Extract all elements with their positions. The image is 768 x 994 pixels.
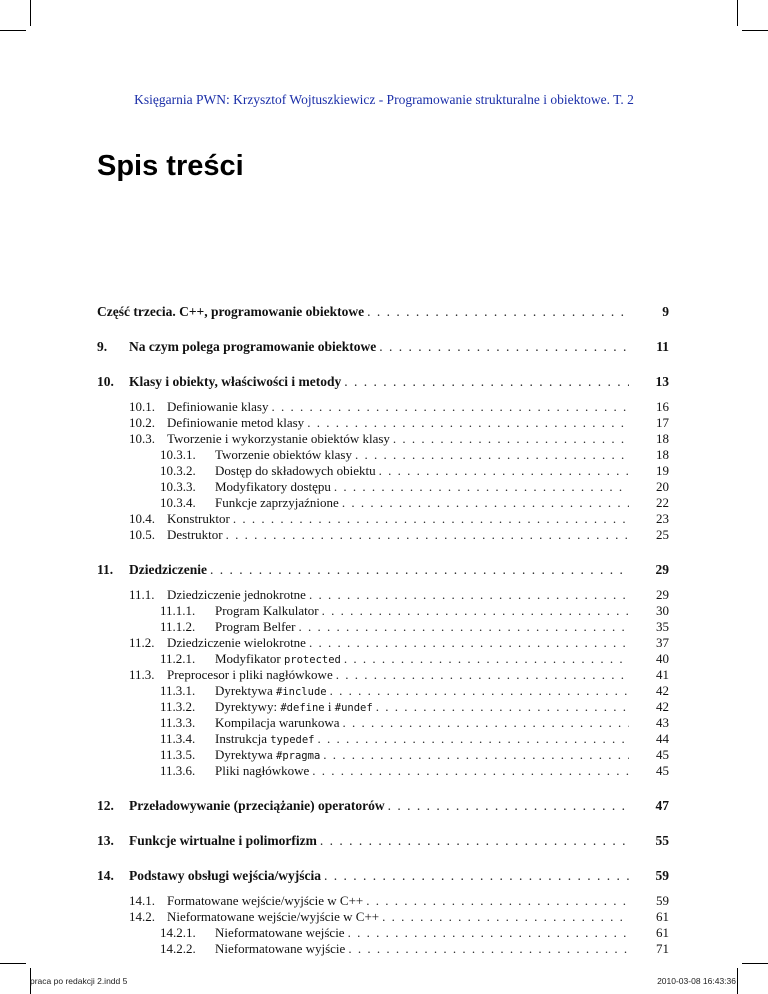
toc-entry-page: 18 [656,431,669,446]
toc-entry-label [97,833,320,849]
toc-entry-title: Nieformatowane wyjście [215,941,346,956]
toc-entry-number: 11.3. [129,667,155,682]
toc-entry-number: 11.1.2. [160,619,196,634]
toc-leader-dots [336,667,629,683]
page-title: Spis treści [97,150,244,182]
toc-entry-title: Dyrektywy: [215,699,281,714]
toc-entry-number: 10.2. [129,415,155,430]
toc-entry-page: 16 [656,399,669,414]
toc-entry-label [129,909,382,925]
toc-entry [97,304,669,320]
toc-entry-title: Definiowanie metod klasy [167,415,305,430]
toc-entry [97,527,669,543]
toc-entry-label [129,635,309,651]
toc-leader-dots [271,399,629,415]
toc-entry-label [129,415,307,431]
running-header: Księgarnia PWN: Krzysztof Wojtuszkiewicz - Programowanie strukturalne i obiektowe. T. 2 [134,92,634,107]
toc-entry-code: #pragma [276,750,321,762]
toc-leader-dots [343,715,629,731]
toc-entry [97,763,669,779]
toc-entry-number: 14.2. [129,909,155,924]
toc-entry-label [160,463,379,479]
toc-entry-number: 9. [97,339,108,354]
toc-leader-dots [366,893,629,909]
crop-mark [0,963,26,964]
toc-entry [97,479,669,495]
toc-entry-page: 47 [655,798,669,813]
toc-entry-label [97,374,344,390]
toc-leader-dots [322,603,629,619]
toc-entry [97,925,669,941]
toc-entry [97,909,669,925]
table-of-contents [97,304,669,957]
toc-entry [97,463,669,479]
toc-entry-number: 10.3.4. [160,495,196,510]
toc-entry-number: 11.3.6. [160,763,196,778]
toc-entry [97,562,669,578]
toc-entry-title: Modyfikatory dostępu [215,479,331,494]
toc-entry-page: 22 [656,495,669,510]
toc-entry-number: 10. [97,374,114,389]
toc-entry-page: 25 [656,527,669,542]
toc-entry-label [129,667,336,683]
toc-entry-label [129,893,366,909]
toc-entry-page: 20 [656,479,669,494]
toc-entry [97,683,669,699]
toc-leader-dots [324,868,629,884]
toc-leader-dots [307,415,629,431]
toc-entry [97,339,669,355]
toc-entry-label [97,304,367,320]
toc-leader-dots [376,699,629,715]
toc-entry-label [160,699,376,716]
toc-entry-number: 11.3.2. [160,699,196,714]
toc-entry [97,747,669,763]
toc-leader-dots [344,651,629,667]
toc-leader-dots [309,587,629,603]
toc-entry [97,431,669,447]
toc-entry-title-part: i [324,699,335,714]
toc-entry-code: #include [276,686,327,698]
toc-leader-dots [320,833,629,849]
toc-entry-label [97,868,324,884]
toc-entry-label [160,447,355,463]
toc-entry-code: #define [280,702,325,714]
crop-mark [30,0,31,26]
toc-entry-title: Program Belfer [215,619,296,634]
toc-leader-dots [388,798,629,814]
toc-entry-number: 10.3.3. [160,479,196,494]
toc-leader-dots [299,619,629,635]
toc-entry-page: 41 [656,667,669,682]
toc-entry-title: Pliki nagłówkowe [215,763,310,778]
crop-mark [737,0,738,26]
toc-entry-title: Kompilacja warunkowa [215,715,340,730]
toc-entry-number: 14.1. [129,893,155,908]
toc-leader-dots [309,635,629,651]
toc-entry-title: Dostęp do składowych obiektu [215,463,376,478]
toc-entry-page: 45 [656,763,669,778]
toc-leader-dots [348,941,629,957]
toc-entry-number: 11.2.1. [160,651,196,666]
toc-entry-page: 43 [656,715,669,730]
toc-entry-number: 10.3.2. [160,463,196,478]
toc-entry-page: 40 [656,651,669,666]
toc-entry-page: 44 [656,731,669,746]
toc-entry-label [160,941,348,957]
footer-file-info: praca po redakcji 2.indd 5 [30,976,128,986]
toc-entry-title: Część trzecia. C++, programowanie obiektowe [97,304,365,319]
toc-leader-dots [233,511,629,527]
toc-entry-label [160,495,342,511]
toc-entry-title: Dziedziczenie [129,562,207,577]
toc-entry [97,868,669,884]
toc-leader-dots [210,562,629,578]
toc-entry-page: 45 [656,747,669,762]
toc-entry [97,415,669,431]
toc-entry-title: Klasy i obiekty, właściwości i metody [129,374,342,389]
toc-entry-page: 30 [656,603,669,618]
toc-entry [97,893,669,909]
toc-entry-page: 37 [656,635,669,650]
toc-leader-dots [312,763,629,779]
toc-entry [97,941,669,957]
toc-entry-title: Przeładowywanie (przeciążanie) operatorów [129,798,385,813]
toc-entry-page: 59 [656,893,669,908]
toc-entry [97,731,669,747]
toc-entry-number: 10.4. [129,511,155,526]
toc-entry-page: 11 [656,339,669,354]
toc-entry-number: 11.3.5. [160,747,196,762]
toc-entry-page: 18 [656,447,669,462]
toc-entry-page: 42 [656,699,669,714]
crop-mark [737,968,738,994]
toc-entry-number: 11.3.3. [160,715,196,730]
toc-leader-dots [342,495,629,511]
toc-entry-page: 19 [656,463,669,478]
toc-entry [97,651,669,667]
toc-entry-title: Dyrektywa [215,747,277,762]
toc-entry-code: typedef [270,734,315,746]
toc-leader-dots [344,374,629,390]
toc-entry [97,603,669,619]
toc-entry-page: 29 [655,562,669,577]
toc-entry-label [97,339,379,355]
toc-entry [97,635,669,651]
toc-entry-page: 29 [656,587,669,602]
toc-entry-page: 17 [656,415,669,430]
toc-entry [97,374,669,390]
toc-entry-label [160,619,299,635]
toc-entry-number: 11.3.1. [160,683,196,698]
toc-entry [97,699,669,715]
toc-entry [97,833,669,849]
toc-entry-number: 11.1.1. [160,603,196,618]
toc-entry-number: 10.5. [129,527,155,542]
toc-entry-title: Dziedziczenie wielokrotne [167,635,306,650]
toc-entry-number: 11.3.4. [160,731,196,746]
toc-entry-number: 12. [97,798,114,813]
toc-entry-number: 14.2.2. [160,941,196,956]
toc-entry-number: 13. [97,833,114,848]
toc-entry-title: Dyrektywa [215,683,277,698]
toc-entry-page: 71 [656,941,669,956]
toc-entry-number: 10.1. [129,399,155,414]
toc-entry-title: Funkcje zaprzyjaźnione [215,495,339,510]
toc-entry-page: 23 [656,511,669,526]
toc-entry-label [160,683,330,700]
toc-entry-label [129,399,271,415]
toc-entry-label [160,715,343,731]
toc-entry [97,667,669,683]
toc-leader-dots [382,909,629,925]
toc-entry-page: 61 [656,909,669,924]
toc-entry-number: 14. [97,868,114,883]
toc-entry-code: #undef [334,702,373,714]
toc-entry-page: 42 [656,683,669,698]
toc-leader-dots [334,479,629,495]
toc-entry [97,495,669,511]
toc-entry-label [160,925,348,941]
toc-entry-title: Destruktor [167,527,223,542]
toc-leader-dots [348,925,629,941]
toc-leader-dots [330,683,629,699]
toc-entry-label [129,587,309,603]
toc-entry-label [160,763,312,779]
toc-entry-title: Program Kalkulator [215,603,319,618]
toc-leader-dots [323,747,629,763]
toc-entry-label [129,527,226,543]
toc-entry-title: Funkcje wirtualne i polimorfizm [129,833,317,848]
toc-entry-page: 55 [655,833,669,848]
toc-entry-title: Instrukcja [215,731,271,746]
toc-entry [97,447,669,463]
toc-entry-label [160,479,334,495]
toc-entry-label [97,798,388,814]
toc-entry-title: Tworzenie obiektów klasy [215,447,352,462]
toc-entry [97,715,669,731]
toc-entry-number: 11.1. [129,587,155,602]
toc-entry [97,587,669,603]
toc-entry-title: Tworzenie i wykorzystanie obiektów klasy [167,431,390,446]
toc-entry-number: 14.2.1. [160,925,196,940]
toc-entry-code: protected [283,654,341,666]
toc-entry-title: Na czym polega programowanie obiektowe [129,339,377,354]
toc-entry [97,619,669,635]
toc-entry-page: 59 [655,868,669,883]
toc-entry-label [129,431,393,447]
toc-entry-label [160,731,318,748]
crop-mark [742,30,768,31]
crop-mark [0,30,26,31]
toc-entry-label [160,651,344,668]
toc-leader-dots [367,304,629,320]
toc-leader-dots [379,339,629,355]
toc-entry-number: 10.3. [129,431,155,446]
toc-entry-page: 9 [662,304,669,319]
toc-entry-title: Formatowane wejście/wyjście w C++ [167,893,364,908]
toc-entry [97,399,669,415]
toc-entry [97,798,669,814]
toc-entry-label [160,603,322,619]
toc-entry [97,511,669,527]
toc-leader-dots [318,731,630,747]
toc-entry-title: Konstruktor [167,511,230,526]
toc-entry-label [129,511,233,527]
footer-timestamp: 2010-03-08 16:43:36 [657,976,736,986]
toc-entry-title: Definiowanie klasy [167,399,269,414]
toc-entry-title: Preprocesor i pliki nagłówkowe [167,667,333,682]
toc-entry-title: Modyfikator [215,651,284,666]
toc-entry-number: 11. [97,562,114,577]
toc-entry-label [97,562,210,578]
toc-entry-title: Nieformatowane wejście/wyjście w C++ [167,909,380,924]
toc-entry-page: 13 [655,374,669,389]
toc-entry-label [160,747,323,764]
toc-entry-title: Dziedziczenie jednokrotne [167,587,306,602]
toc-entry-number: 10.3.1. [160,447,196,462]
toc-entry-title: Nieformatowane wejście [215,925,345,940]
toc-leader-dots [393,431,629,447]
toc-leader-dots [379,463,629,479]
toc-entry-page: 61 [656,925,669,940]
crop-mark [742,963,768,964]
toc-leader-dots [226,527,629,543]
toc-entry-number: 11.2. [129,635,155,650]
toc-entry-page: 35 [656,619,669,634]
toc-entry-title: Podstawy obsługi wejścia/wyjścia [129,868,321,883]
toc-leader-dots [355,447,629,463]
